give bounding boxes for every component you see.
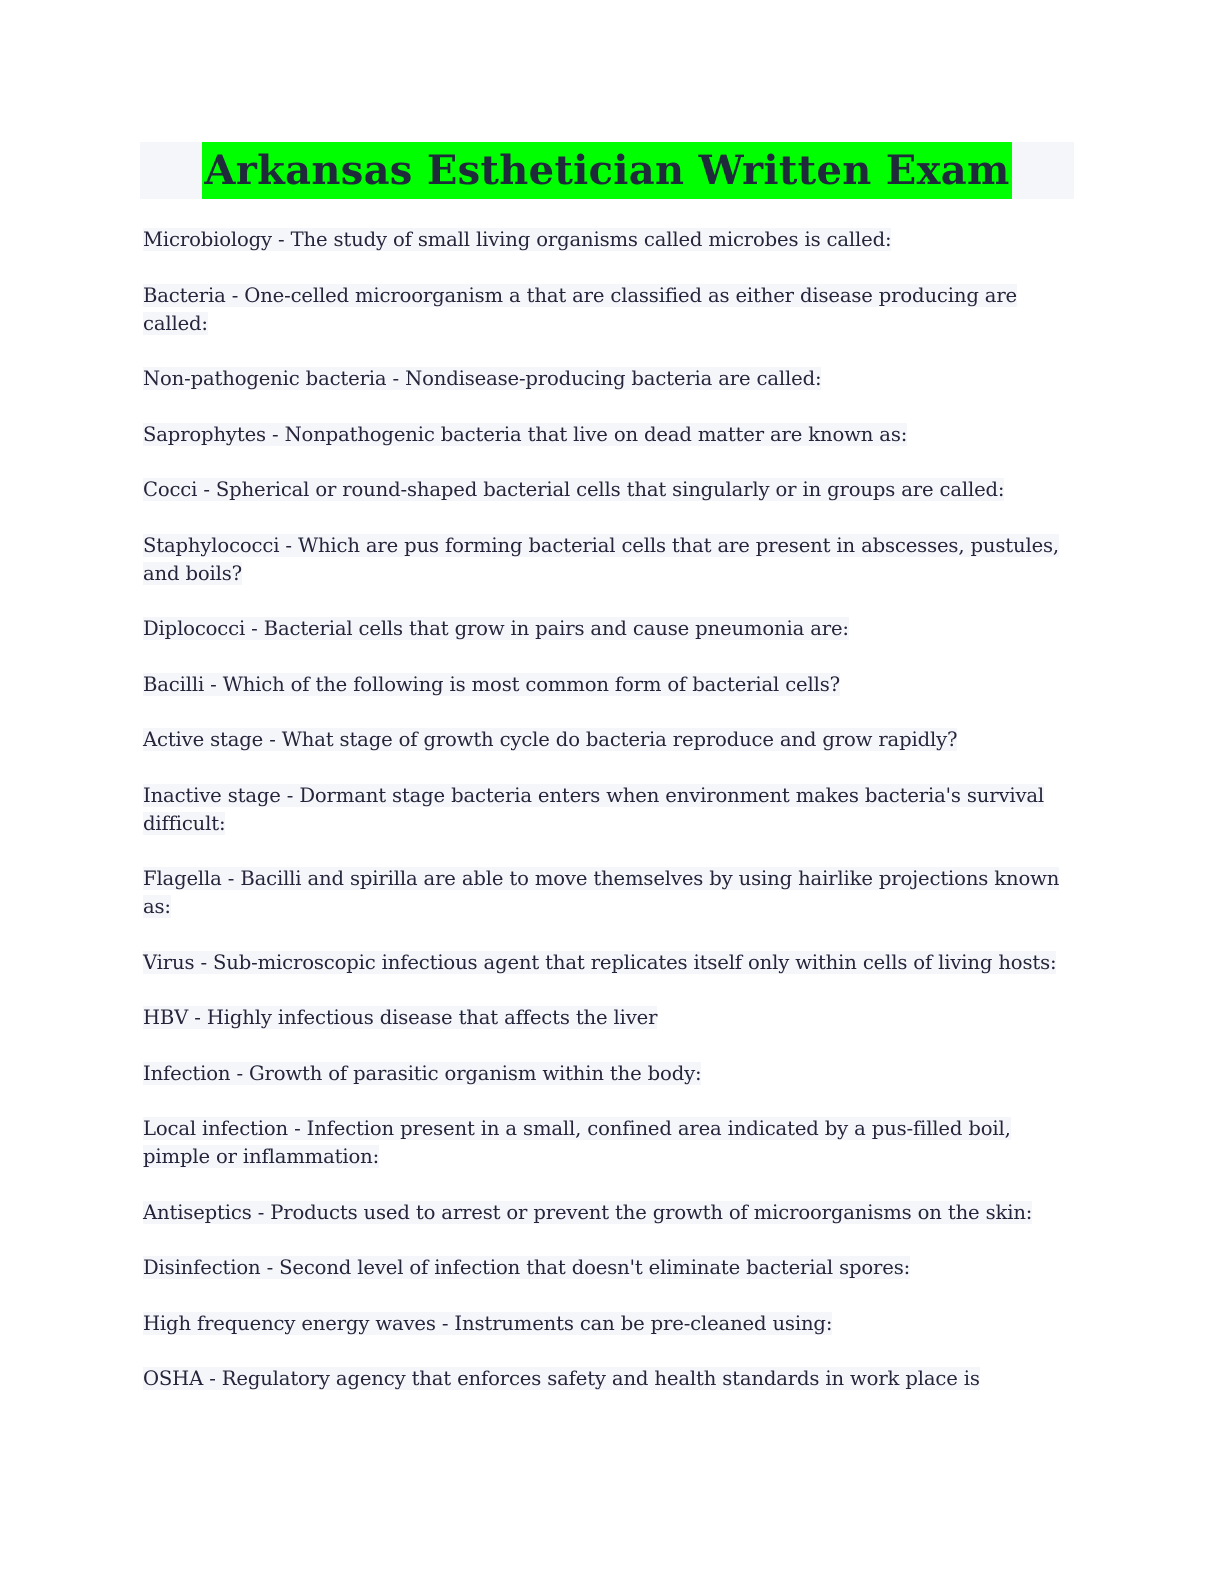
flashcard-entry: Flagella - Bacilli and spirilla are able to move themselves by using hairlike projections known as: [143,867,1060,918]
flashcard-entry: Cocci - Spherical or round-shaped bacterial cells that singularly or in groups are called: [143,478,1005,501]
flashcard-entry: Antiseptics - Products used to arrest or prevent the growth of microorganisms on the skin: [143,1200,1033,1224]
flashcard-entry: Disinfection - Second level of infection that doesn't eliminate bacterial spores: [143,1256,911,1279]
entry-definition: Nondisease-producing bacteria are called: [405,367,822,390]
entry-definition: Bacilli and spirilla are able to move themselves by using hairlike projections known as: [143,867,1060,918]
entry-term: Inactive stage [143,783,281,807]
entry-term: Microbiology [143,228,272,251]
entry-term: HBV [143,1006,189,1029]
entry-definition: One-celled microorganism a that are classified as either disease producing are called: [143,283,1017,335]
flashcard-entry: Virus - Sub-microscopic infectious agent that replicates itself only within cells of living hosts: [143,950,1057,974]
entry-definition: Products used to arrest or prevent the growth of microorganisms on the skin: [270,1200,1033,1224]
entry-definition: Bacterial cells that grow in pairs and cause pneumonia are: [263,617,849,640]
flashcard-list [143,226,1083,1421]
flashcard-entry: Bacilli - Which of the following is most common form of bacterial cells? [143,672,840,696]
entry-term: Diplococci [143,617,246,640]
flashcard-entry: Inactive stage - Dormant stage bacteria enters when environment makes bacteria's survival difficult: [143,783,1045,835]
entry-definition: The study of small living organisms called microbes is called: [290,228,892,251]
entry-term: High frequency energy waves [143,1311,436,1335]
entry-definition: Dormant stage bacteria enters when environment makes bacteria's survival difficult: [143,783,1045,835]
entry-term: Saprophytes [143,422,266,446]
flashcard-entry: OSHA - Regulatory agency that enforces safety and health standards in work place is [143,1367,980,1390]
entry-definition: Spherical or round-shaped bacterial cells that singularly or in groups are called: [215,478,1005,501]
flashcard-entry: Active stage - What stage of growth cycle do bacteria reproduce and grow rapidly? [143,728,958,751]
entry-definition: Which of the following is most common form of bacterial cells? [222,672,840,696]
entry-term: Virus [143,950,195,974]
flashcard-entry: Staphylococci - Which are pus forming bacterial cells that are present in abscesses, pustules, and boils? [143,533,1059,585]
entry-definition: Nonpathogenic bacteria that live on dead matter are known as: [284,422,908,446]
entry-definition: Second level of infection that doesn't eliminate bacterial spores: [279,1256,911,1279]
flashcard-entry: Diplococci - Bacterial cells that grow in pairs and cause pneumonia are: [143,617,849,640]
entry-term: Disinfection [143,1256,261,1279]
flashcard-entry: High frequency energy waves - Instruments can be pre-cleaned using: [143,1311,833,1335]
entry-term: Local infection [143,1117,288,1140]
document-title: Arkansas Esthetician Written Exam [202,142,1011,199]
entry-definition: Which are pus forming bacterial cells that are present in abscesses, pustules, and boils? [143,533,1059,585]
entry-definition: Regulatory agency that enforces safety and health standards in work place is [221,1367,980,1390]
entry-term: Active stage [143,728,264,751]
entry-term: Antiseptics [143,1200,252,1224]
flashcard-entry: Non-pathogenic bacteria - Nondisease-producing bacteria are called: [143,367,822,390]
flashcard-entry: HBV - Highly infectious disease that affects the liver [143,1006,658,1029]
flashcard-entry: Infection - Growth of parasitic organism within the body: [143,1061,702,1085]
flashcard-entry: Local infection - Infection present in a small, confined area indicated by a pus-filled boil, pimple or inflammation: [143,1117,1011,1168]
entry-term: OSHA [143,1367,204,1390]
entry-term: Infection [143,1061,231,1085]
entry-definition: What stage of growth cycle do bacteria reproduce and grow rapidly? [281,728,958,751]
entry-term: Bacteria [143,283,226,307]
entry-definition: Instruments can be pre-cleaned using: [454,1311,833,1335]
flashcard-entry: Bacteria - One-celled microorganism a that are classified as either disease producing are called: [143,283,1017,335]
entry-term: Non-pathogenic bacteria [143,367,387,390]
flashcard-entry: Saprophytes - Nonpathogenic bacteria that live on dead matter are known as: [143,422,908,446]
entry-definition: Sub-microscopic infectious agent that replicates itself only within cells of living hosts: [213,950,1057,974]
entry-term: Cocci [143,478,198,501]
entry-term: Staphylococci [143,533,280,557]
flashcard-entry: Microbiology - The study of small living organisms called microbes is called: [143,228,892,251]
entry-term: Flagella [143,867,222,890]
entry-definition: Infection present in a small, confined area indicated by a pus-filled boil, pimple or inflammation: [143,1117,1011,1168]
entry-definition: Growth of parasitic organism within the body: [249,1061,702,1085]
title-band [140,142,1074,199]
entry-definition: Highly infectious disease that affects the liver [206,1006,658,1029]
entry-term: Bacilli [143,672,205,696]
